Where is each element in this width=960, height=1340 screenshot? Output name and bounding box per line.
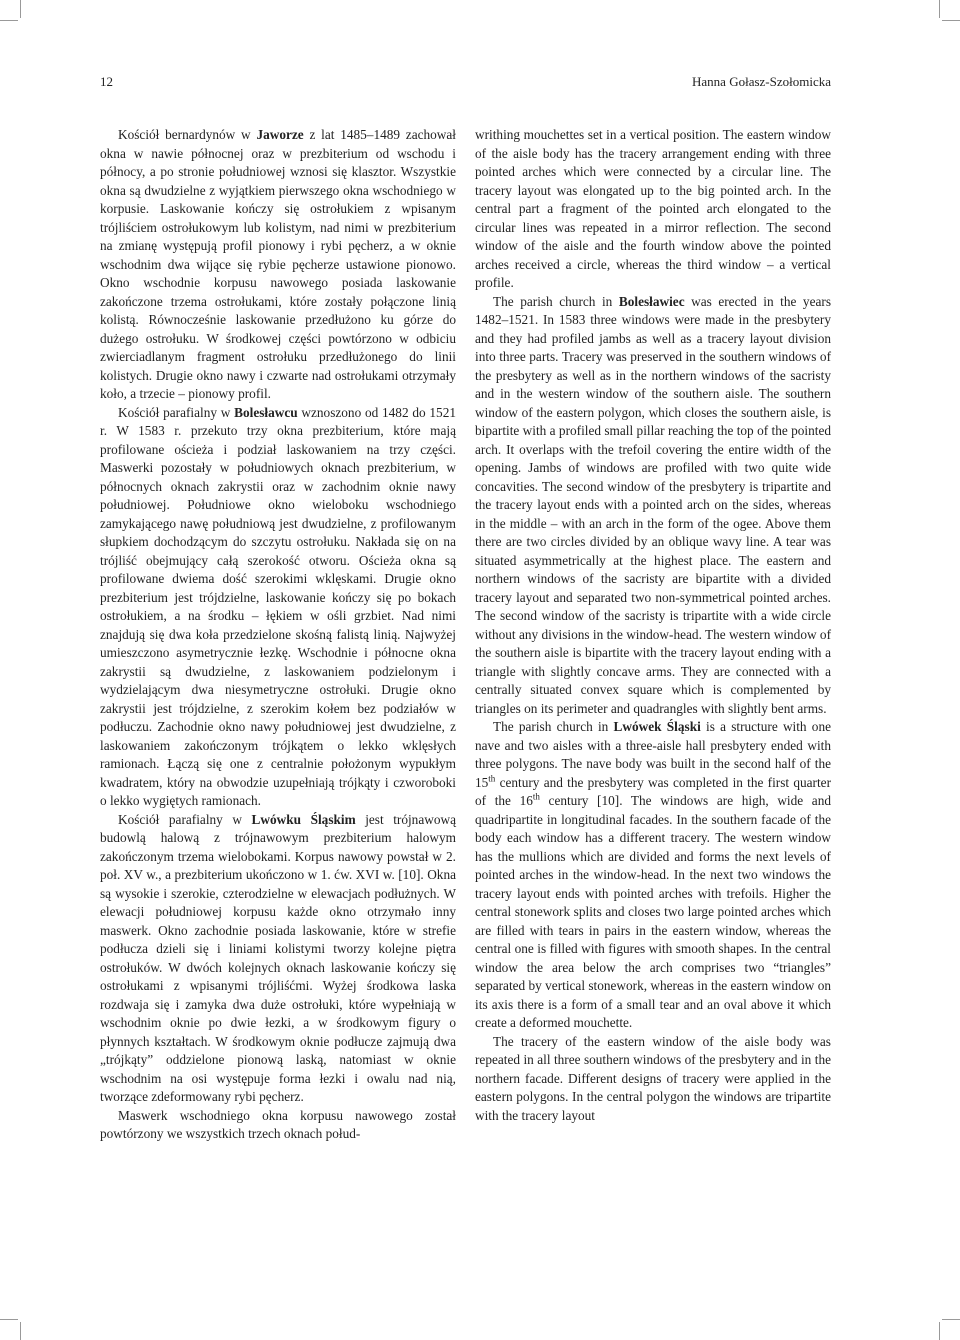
page-number: 12 <box>100 74 113 89</box>
superscript: th <box>488 773 496 784</box>
crop-mark-bottom-right <box>938 1318 960 1340</box>
running-head <box>100 72 831 92</box>
paragraph-text: The parish church in <box>493 719 614 734</box>
paragraph <box>100 404 456 811</box>
running-head-author: Hanna Gołasz-Szołomicka <box>692 74 831 89</box>
paragraph-text: Maswerk wschodniego okna korpusu nawowego został powtórzony we wszystkich trzech oknach połud- <box>100 1107 456 1141</box>
superscript: th <box>532 791 540 802</box>
place-name-bold: Bolesławiec <box>618 293 685 309</box>
paragraph <box>100 811 456 1107</box>
paragraph-text: century and the presbytery was completed in the first quarter of the 16 <box>475 774 831 808</box>
left-column-polish-text <box>100 126 456 1144</box>
paragraph <box>475 1033 831 1126</box>
crop-mark-bottom-left <box>0 1318 22 1340</box>
paragraph-text: jest trójnawową budowlą halową z trójnawowym prezbiterium halowym zakończonym trzema wielobokami. Korpus nawowy powstał w 2. poł. XV w., a prezbiterium ukończono w 1. ćw. XVI w. [10]. Okna są wysokie i szerokie, czterodzielne w elewacjach podłużnych. W elewacji południowej korpusu każde okno otrzymało inny maswerk. Okno zachodnie posiada laskowanie, które w strefie podłucza dzieli się i liniami kolistymi tworzy kolejne piętra ostrołuków. W dwóch kolejnych oknach laskowanie kończy się ostrołukami z wpisanymi trójliśćmi. Wyżej środkowa laska rozdwaja się i zamyka dwa duże ostrołuki, które wypełniają w wschodnim oknie po dwie łezki, a w środkowym figury o płynnych kształtach. W środkowym oknie podłucze zajmują dwa „trójkąty” oddzielone pionową laską, natomiast w oknie wschodnim na osi występuje forma łezki i owalu nad nią, tworzące zdeformowany rybi pęcherz. <box>100 811 456 1104</box>
paragraph-text: The tracery of the eastern window of the aisle body was repeated in all three southern windows of the presbytery and in the northern facade. Different designs of tracery were applied in the eastern polygons. In the central polygon the windows are tripartite with the tracery layout <box>475 1033 831 1123</box>
paragraph-text: is a structure with one nave and two aisles with a three-aisle hall presbytery ended with three polygons. The nave body was built in the second half of the 15 <box>475 719 831 790</box>
paragraph-text: writhing mouchettes set in a vertical position. The eastern window of the aisle body has the tracery arrangement ending with three pointed arches which were connected by a circular line. The tracery layout was elongated up to the big pointed arch. In the central part a fragment of the pointed arch elongated to the circular lines was repeated in a mirror reflection. The second window of the aisle and the fourth window above the pointed arches received a circle, whereas the third window – a vertical profile. <box>475 127 831 290</box>
paragraph-text: wznoszono od 1482 do 1521 r. W 1583 r. przekuto trzy okna prezbiterium, które mają profilowane ościeża i podział laskowaniem na trzy części. Maswerki pozostały w południowych oknach prezbiterium, w północnych oknach zakrystii oraz w zachodnim oknie nawy południowej. Południowe okno wieloboku wschodniego zamykającego nawę południową jest dwudzielne, z profilowanym słupkiem dochodzącym do szczytu ostrołuku. Nakłada się on na trójliść obejmujący całą szerokość otworu. Ościeża okna są profilowane dwiema dość szerokimi wklęskami. Drugie okno prezbiterium jest trójdzielne, laskowanie kończy się po bokach ostrołukiem, a na środku – łękiem w ośli grzbiet. Nad nimi znajdują się dwa koła przedzielone skośną falistą linią. Najwyżej umieszczono asymetrycznie łezkę. Wschodnie i północne okna zakrystii są dwudzielne, z laskowaniem podzielonym i wydzielającym dwa niesymetryczne ostrołuki. Drugie okno zakrystii jest trójdzielne, z szerokim kołem bez podziałów w podłuczu. Zachodnie okno nawy południowej jest dwudzielne, z laskowaniem zakończonym trójkątem o lekko wklęsłych ramionach. Łączą się one z centralnie położonym wypukłym kwadratem, który na obwodzie uzupełniają trójkąty i czworoboki o lekko wygiętych ramionach. <box>100 404 456 808</box>
place-name-bold: Bolesławcu <box>234 404 298 420</box>
place-name-bold: Lwówku Śląskim <box>251 811 356 827</box>
paragraph-text: was erected in the years 1482–1521. In 1583 three windows were made in the presbytery and they had profiled jambs as well as a tracery layout division into three parts. Tracery was preserved in the southern windows of the presbytery as well as in the northern windows of the sacristy and in the western window of the southern aisle. The southern window of the eastern polygon, which closes the southern aisle, is bipartite with a profiled small pillar reaching the top of the pointed arch. It overlaps with the trefoil covering the entire width of the opening. Jambs of windows are profiled with two quite wide concavities. The second window of the presbytery is tripartite and the tracery layout ends with a pointed arch on the sides, whereas in the middle – with an arch in the form of the ogee. Above them there are two circles divided by an oblique wavy line. A tear was situated asymmetrically at the highest place. The eastern and northern windows of the sacristy are bipartite with a divided tracery layout and separated two non-symmetrical pointed arches. The second window of the sacristy is tripartite with a wide circle without any divisions in the window-head. The western window of the southern aisle is bipartite with the tracery layout ending with a triangle with slightly concave arms. They are connected with a centrally situated convex square which is complemented by triangles on its perimeter and quadrangles with slightly bent arms. <box>475 293 831 716</box>
paragraph-text: Kościół parafialny w <box>118 404 235 420</box>
paragraph <box>475 293 831 719</box>
paragraph <box>475 126 831 293</box>
right-column-english-text <box>475 126 831 1125</box>
paragraph-text: century [10]. The windows are high, wide and quadripartite in longitudinal facades. In the southern facade of the body each window has a different tracery. The western window has the mullions which are divided and forms the next levels of pointed arches in the window-head. In the next two windows the tracery layout ends with pointed arches with trefoils. Higher the central stonework splits and closes two large pointed arches which are filled with tears in pairs in the eastern window, whereas the central one is filled with figures with smooth shapes. In the central window the area below the arch comprises two “triangles” separated by vertical stonework, whereas in the eastern window on its axis there is a form of a small tear and an oval above it which create a deformed mouchette. <box>475 793 831 1030</box>
crop-mark-top-left <box>0 0 22 22</box>
paragraph <box>100 126 456 404</box>
crop-mark-top-right <box>938 0 960 22</box>
place-name-bold: Jaworze <box>256 127 304 142</box>
paragraph-text: Kościół parafialny w <box>118 811 252 827</box>
paragraph-text: The parish church in <box>493 293 619 309</box>
paragraph <box>100 1107 456 1144</box>
paragraph-text: z lat 1485–1489 zachował okna w nawie północnej oraz w prezbiterium od wschodu i północy, a po stronie południowej wznosi się klasztor. Wszystkie okna są dwudzielne z wyjątkiem pierwszego okna wschodniego w korpusie. Laskowanie kończy się ostrołukiem z wpisanym trójliściem ostrołukowym lub kolistym, nad nimi w prezbiterium na zmianę występują profil pionowy i rybi pęcherz, a w oknie wschodnim dwa wijące się rybie pęcherze ustawione pionowo. Okno wschodnie korpusu nawowego posiada laskowanie zakończone trzema ostrołukami, które zostały połączone linią kolistą. Równocześnie laskowanie przedłużono ku górze do dużego ostrołuku. W środkowej części powtórzono w odbiciu zwierciadlanym fragment ostrołuku przedłużonego do linii kolistych. Drugie okno nawy i czwarte nad ostrołukami otrzymały koło, a trzecie – pionowy profil. <box>100 127 457 401</box>
paragraph <box>475 718 831 1033</box>
place-name-bold: Lwówek Śląski <box>613 719 701 734</box>
paragraph-text: Kościół bernardynów w <box>118 127 257 142</box>
